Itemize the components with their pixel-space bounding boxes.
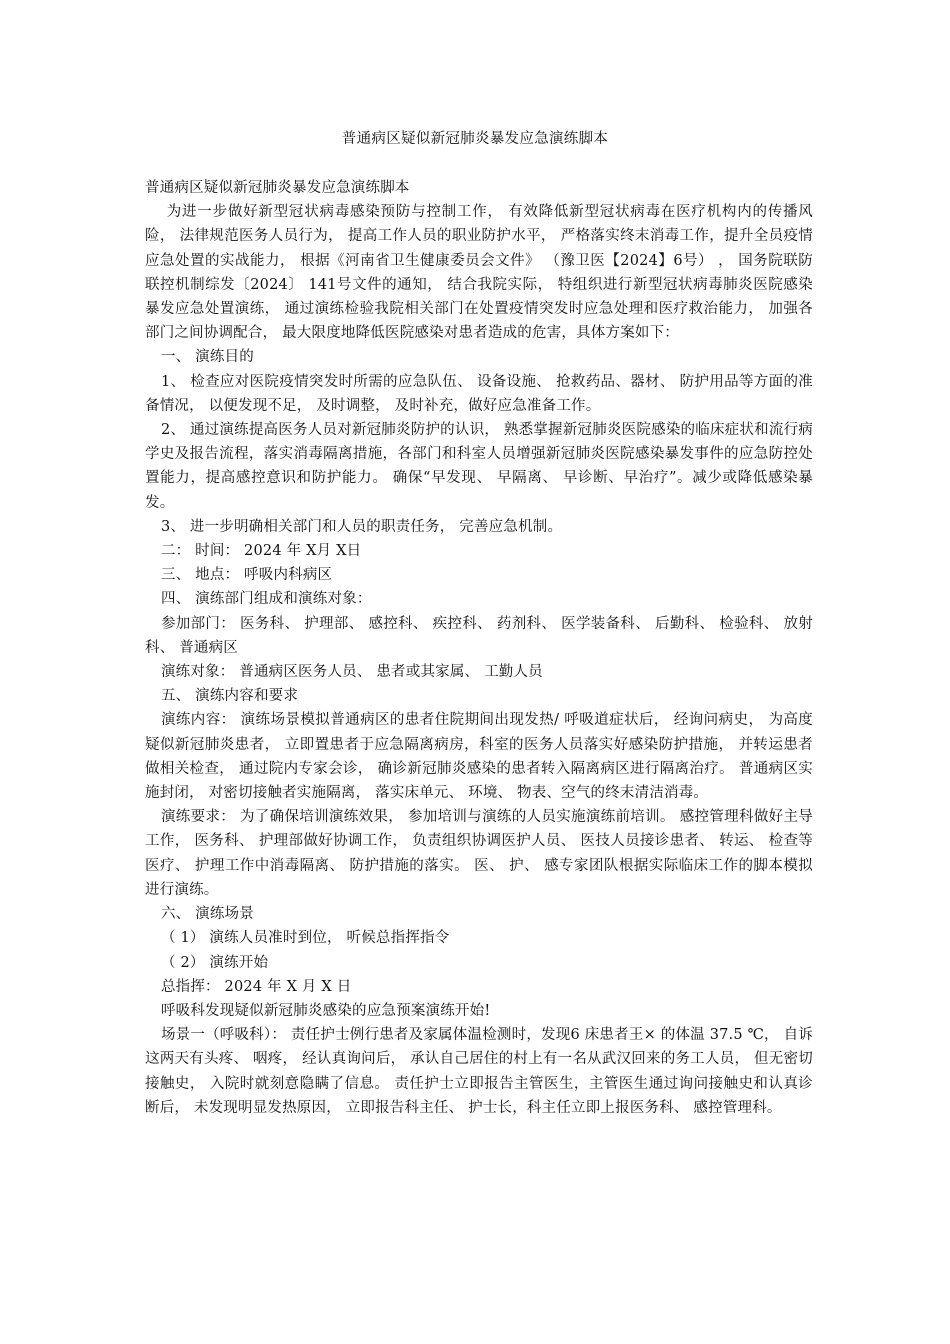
scene-one-paragraph: 场景一（呼吸科）： 责任护士例行患者及家属体温检测时，发现6 床患者王× 的体温 37.5 ℃， 自诉这两天有头疼、 咽疼， 经认真询问后， 承认自己居住的村上有一名从武汉回来的务工人员， 但无密切接触史， 入院时就刻意隐瞒了信息。 责任护士立即报告主管医生，主管医生通过询问接触史和认真诊断后， 未发现明显发热原因， 立即报告科主任、 护士长，科主任立即上报医务科、 感控管理科。 <box>145 1027 813 1116</box>
section-heading-2: 二： 时间： 2024 年 X月 X日 <box>160 543 362 560</box>
drill-content: 演练内容： 演练场景模拟普通病区的患者住院期间出现发热/ 呼吸道症状后， 经询问病史， 为高度疑似新冠肺炎患者， 立即置患者于应急隔离病房，科室的医务人员落实好感染防护措施， 并转运患者做相关检查， 通过院内专家会诊， 确诊新冠肺炎感染的患者转入隔离病区进行隔离治疗。 普通病区实施封闭， 对密切接触者实施隔离， 落实床单元、 环境、 物表、空气的终末清洁消毒。 <box>145 712 813 802</box>
objective-item-2: 2、 通过演练提高医务人员对新冠肺炎防护的认识， 熟悉掌握新冠肺炎医院感染的临床症状和流行病学史及报告流程，落实消毒隔离措施，各部门和科室人员增强新冠肺炎医院感染暴发事件的应急防控处置能力，提高感控意识和防护能力。 确保“早发现、 早隔离、 早诊断、早治疗”。减少或降低感染暴发。 <box>145 422 813 511</box>
document-title: 普通病区疑似新冠肺炎暴发应急演练脚本 <box>341 131 609 147</box>
section-heading-3: 三、 地点： 呼吸内科病区 <box>160 567 333 584</box>
drill-targets: 演练对象： 普通病区医务人员、 患者或其家属、 工勤人员 <box>160 664 543 681</box>
section-heading-6: 六、 演练场景 <box>160 906 254 923</box>
section-heading-5: 五、 演练内容和要求 <box>160 688 299 705</box>
objective-item-1: 1、 检查应对医院疫情突发时所需的应急队伍、 设备设施、 抢救药品、器材、 防护用品等方面的准备情况， 以便发现不足， 及时调整， 及时补充，做好应急准备工作。 <box>145 373 813 414</box>
commander-line: 总指挥： 2024 年 X 月 X 日 <box>160 978 352 995</box>
drill-start-line: 呼吸科发现疑似新冠肺炎感染的应急预案演练开始! <box>160 1002 491 1019</box>
objective-item-3: 3、 进一步明确相关部门和人员的职责任务， 完善应急机制。 <box>160 518 563 535</box>
scenario-step-1: （ 1） 演练人员准时到位， 听候总指挥指令 <box>160 930 450 947</box>
drill-requirements: 演练要求： 为了确保培训演练效果， 参加培训与演练的人员实施演练前培训。 感控管理科做好主导工作， 医务科、 护理部做好协调工作， 负责组织协调医护人员、 医技人员接诊患者、 转运、 检查等医疗、 护理工作中消毒隔离、 防护措施的落实。 医、 护、 感专家团队根据实际临床工作的脚本模拟进行演练。 <box>145 809 813 898</box>
intro-paragraph: 为进一步做好新型冠状病毒感染预防与控制工作， 有效降低新型冠状病毒在医疗机构内的传播风险， 法律规范医务人员行为， 提高工作人员的职业防护水平， 严格落实终末消毒工作，提升全员疫情应急处置的实战能力， 根据《河南省卫生健康委员会文件》 （豫卫医【2024】6号） ， 国务院联防联控机制综发〔2024〕 141号文件的通知， 结合我院实际， 特组织进行新型冠状病毒肺炎医院感染暴发应急处置演练， 通过演练检验我院相关部门在处置疫情突发时应急处理和医疗救治能力， 加强各部门之间协调配合， 最大限度地降低医院感染对患者造成的危害，具体方案如下： <box>145 204 813 342</box>
participating-departments: 参加部门： 医务科、 护理部、 感控科、 疾控科、 药剂科、 医学装备科、 后勤科、 检验科、 放射科、 普通病区 <box>145 615 813 656</box>
section-heading-1: 一、 演练目的 <box>160 349 254 366</box>
document-body <box>145 176 813 1120</box>
section-heading-4: 四、 演练部门组成和演练对象： <box>160 591 372 608</box>
scenario-step-2: （ 2） 演练开始 <box>160 954 269 971</box>
body-heading: 普通病区疑似新冠肺炎暴发应急演练脚本 <box>145 180 410 196</box>
